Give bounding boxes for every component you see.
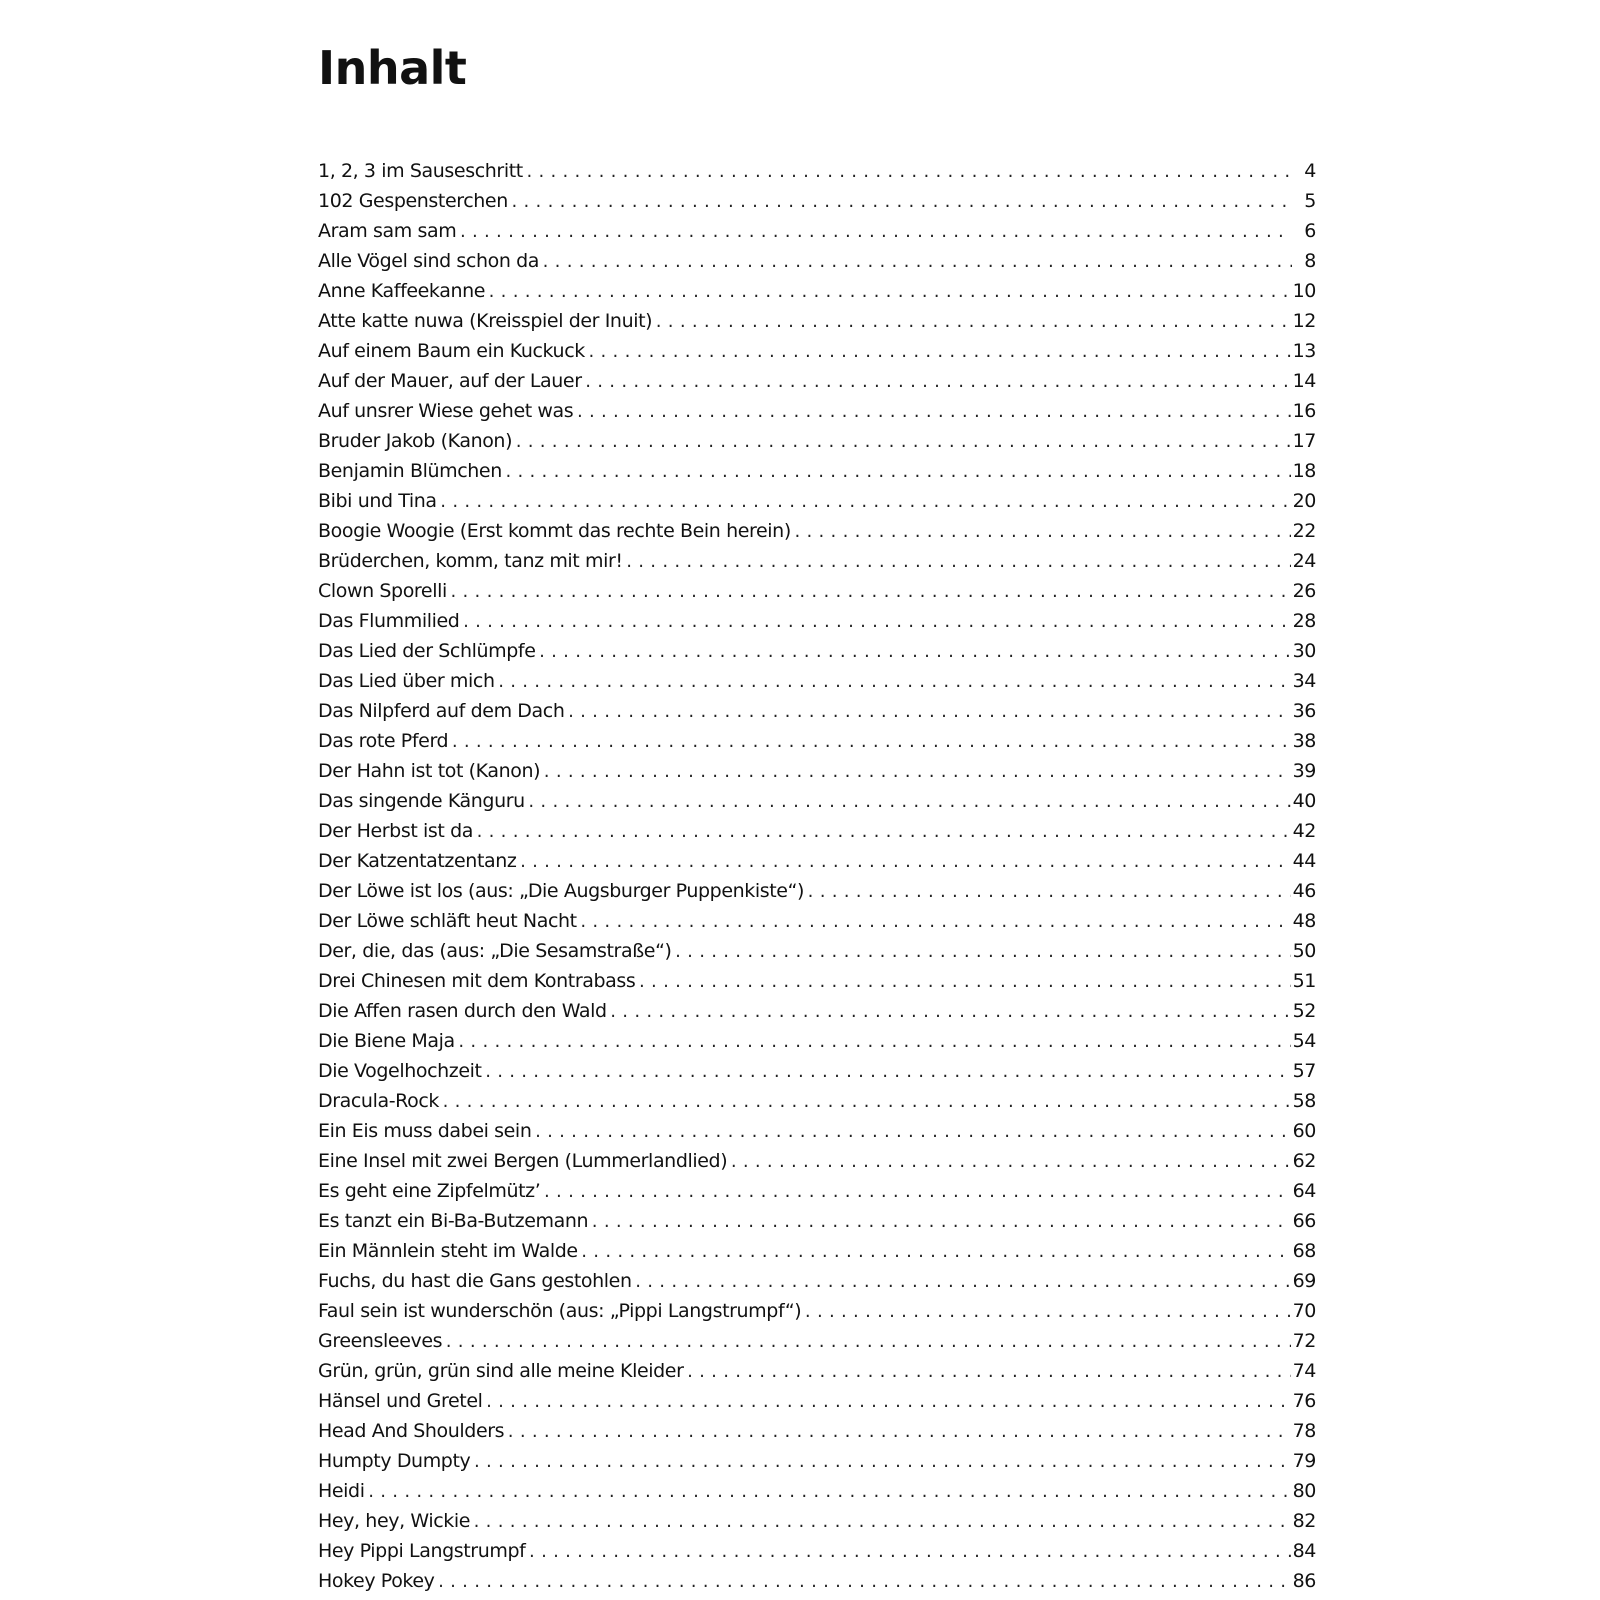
toc-entry-title: Der Löwe ist los (aus: „Die Augsburger Puppenkiste“) [318,880,805,902]
toc-entry [318,546,1316,576]
dot-leader [527,787,1291,817]
toc-entry [318,216,1316,246]
toc-entry [318,156,1316,186]
toc-entry-page-number: 58 [1292,1090,1316,1112]
toc-entry-page-number: 44 [1292,850,1316,872]
toc-entry-title: Hokey Pokey [318,1570,435,1592]
dot-leader [579,907,1291,937]
dot-leader [475,817,1291,847]
toc-entry-title: Der Herbst ist da [318,820,473,842]
toc-entry-page-number: 48 [1292,910,1316,932]
toc-entry-title: Die Biene Maja [318,1030,455,1052]
dot-leader [637,967,1290,997]
toc-entry [318,966,1316,996]
dot-leader [686,1357,1291,1387]
toc-entry-title: Humpty Dumpty [318,1450,471,1472]
toc-entry-title: Ein Eis muss dabei sein [318,1120,532,1142]
dot-leader [542,757,1290,787]
toc-entry-title: Alle Vögel sind schon da [318,250,540,272]
toc-entry-title: Boogie Woogie (Erst kommt das rechte Bein herein) [318,520,791,542]
toc-entry-page-number: 26 [1292,580,1316,602]
toc-entry-page-number: 38 [1292,730,1316,752]
dot-leader [625,547,1291,577]
dot-leader [609,997,1291,1027]
toc-entry [318,1326,1316,1356]
toc-entry-title: Auf der Mauer, auf der Lauer [318,370,582,392]
toc-entry-title: Greensleeves [318,1330,443,1352]
toc-entry-title: Heidi [318,1480,365,1502]
toc-entry-title: Dracula-Rock [318,1090,439,1112]
toc-entry [318,576,1316,606]
toc-entry [318,726,1316,756]
toc-entry [318,1086,1316,1116]
toc-entry-page-number: 6 [1304,220,1316,242]
toc-entry-page-number: 18 [1292,460,1316,482]
toc-entry [318,1476,1316,1506]
toc-entry [318,1266,1316,1296]
dot-leader [444,1327,1290,1357]
toc-entry-page-number: 64 [1292,1180,1316,1202]
dot-leader [518,847,1290,877]
page-title: Inhalt [318,41,467,95]
dot-leader [803,1297,1290,1327]
toc-entry [318,486,1316,516]
dot-leader [587,337,1291,367]
toc-entry-title: Fuchs, du hast die Gans gestohlen [318,1270,632,1292]
toc-entry-title: Bruder Jakob (Kanon) [318,430,513,452]
toc-entry-title: Das singende Känguru [318,790,525,812]
toc-entry-page-number: 12 [1292,310,1316,332]
toc-entry-title: Brüderchen, komm, tanz mit mir! [318,550,623,572]
toc-entry [318,666,1316,696]
toc-entry-title: Das Lied der Schlümpfe [318,640,536,662]
dot-leader [457,1027,1291,1057]
toc-entry [318,1566,1316,1596]
toc-entry-page-number: 17 [1292,430,1316,452]
toc-entry-page-number: 51 [1292,970,1316,992]
toc-entry-page-number: 4 [1304,160,1316,182]
dot-leader [461,607,1290,637]
toc-entry-page-number: 62 [1292,1150,1316,1172]
toc-entry-title: Es geht eine Zipfelmütz’ [318,1180,541,1202]
toc-entry [318,1056,1316,1086]
dot-leader [793,517,1291,547]
toc-entry [318,276,1316,306]
toc-entry [318,996,1316,1026]
toc-entry-title: Bibi und Tina [318,490,437,512]
dot-leader [527,1537,1290,1567]
toc-entry-title: Head And Shoulders [318,1420,505,1442]
toc-entry-page-number: 79 [1292,1450,1316,1472]
dot-leader [485,1387,1291,1417]
toc-entry-page-number: 46 [1292,880,1316,902]
toc-entry [318,1026,1316,1056]
toc-entry-page-number: 76 [1292,1390,1316,1412]
dot-leader [514,427,1291,457]
toc-entry-page-number: 20 [1292,490,1316,512]
toc-entry-title: Der Löwe schläft heut Nacht [318,910,577,932]
dot-leader [472,1447,1290,1477]
toc-entry-title: 102 Gespensterchen [318,190,508,212]
toc-entry [318,936,1316,966]
toc-entry [318,426,1316,456]
dot-leader [580,1237,1291,1267]
toc-entry [318,696,1316,726]
toc-entry-title: Drei Chinesen mit dem Kontrabass [318,970,636,992]
dot-leader [504,457,1291,487]
dot-leader [510,187,1292,217]
toc-entry-page-number: 69 [1292,1270,1316,1292]
toc-entry-page-number: 80 [1292,1480,1316,1502]
toc-entry [318,786,1316,816]
toc-entry-title: Anne Kaffeekanne [318,280,486,302]
toc-entry-title: Auf einem Baum ein Kuckuck [318,340,585,362]
toc-entry [318,636,1316,666]
toc-entry-page-number: 72 [1292,1330,1316,1352]
dot-leader [450,727,1290,757]
toc-entry-page-number: 24 [1292,550,1316,572]
toc-entry-title: Hey, hey, Wickie [318,1510,471,1532]
toc-entry-page-number: 82 [1292,1510,1316,1532]
toc-entry [318,1206,1316,1236]
toc-entry-title: Hey Pippi Langstrumpf [318,1540,526,1562]
toc-entry-page-number: 40 [1292,790,1316,812]
dot-leader [729,1147,1290,1177]
toc-entry [318,516,1316,546]
toc-entry [318,1446,1316,1476]
toc-entry [318,306,1316,336]
toc-entry-title: Der Katzentatzentanz [318,850,517,872]
dot-leader [575,397,1290,427]
toc-entry-page-number: 10 [1292,280,1316,302]
toc-entry-title: Das Lied über mich [318,670,495,692]
toc-entry-page-number: 8 [1304,250,1316,272]
toc-entry-page-number: 42 [1292,820,1316,842]
toc-entry [318,1416,1316,1446]
toc-entry [318,1356,1316,1386]
table-of-contents [318,156,1316,1596]
toc-entry-page-number: 54 [1292,1030,1316,1052]
toc-entry-title: Auf unsrer Wiese gehet was [318,400,574,422]
toc-entry-page-number: 66 [1292,1210,1316,1232]
toc-entry [318,1506,1316,1536]
toc-entry-page-number: 30 [1292,640,1316,662]
toc-entry-page-number: 16 [1292,400,1316,422]
toc-entry [318,1116,1316,1146]
toc-entry [318,906,1316,936]
toc-entry [318,1386,1316,1416]
toc-entry [318,366,1316,396]
dot-leader [584,367,1291,397]
toc-entry [318,816,1316,846]
toc-entry-title: Die Affen rasen durch den Wald [318,1000,607,1022]
dot-leader [541,247,1292,277]
dot-leader [439,487,1291,517]
toc-entry [318,756,1316,786]
toc-entry [318,606,1316,636]
toc-entry-title: Es tanzt ein Bi-Ba-Butzemann [318,1210,589,1232]
dot-leader [654,307,1290,337]
toc-entry-title: Clown Sporelli [318,580,447,602]
toc-entry-title: Benjamin Blümchen [318,460,502,482]
toc-entry-title: Ein Männlein steht im Walde [318,1240,578,1262]
toc-entry-title: Atte katte nuwa (Kreisspiel der Inuit) [318,310,653,332]
toc-entry-page-number: 57 [1292,1060,1316,1082]
dot-leader [506,1417,1290,1447]
dot-leader [537,637,1290,667]
toc-entry-page-number: 13 [1292,340,1316,362]
toc-entry-title: Die Vogelhochzeit [318,1060,482,1082]
toc-entry-page-number: 84 [1292,1540,1316,1562]
toc-entry-page-number: 34 [1292,670,1316,692]
toc-entry [318,246,1316,276]
dot-leader [533,1117,1290,1147]
toc-entry-page-number: 86 [1292,1570,1316,1592]
toc-entry [318,186,1316,216]
dot-leader [487,277,1291,307]
dot-leader [497,667,1291,697]
document-page [318,0,1316,1600]
toc-entry-title: Der, die, das (aus: „Die Sesamstraße“) [318,940,672,962]
toc-entry-title: Grün, grün, grün sind alle meine Kleider [318,1360,684,1382]
toc-entry-title: Aram sam sam [318,220,457,242]
toc-entry-page-number: 5 [1304,190,1316,212]
toc-entry-title: Das Flummilied [318,610,460,632]
dot-leader [542,1177,1290,1207]
dot-leader [590,1207,1290,1237]
toc-entry-page-number: 60 [1292,1120,1316,1142]
toc-entry [318,396,1316,426]
toc-entry-title: Der Hahn ist tot (Kanon) [318,760,541,782]
toc-entry-title: 1, 2, 3 im Sauseschritt [318,160,523,182]
dot-leader [634,1267,1291,1297]
toc-entry [318,876,1316,906]
dot-leader [458,217,1292,247]
toc-entry-page-number: 74 [1292,1360,1316,1382]
toc-entry-page-number: 22 [1292,520,1316,542]
toc-entry-title: Eine Insel mit zwei Bergen (Lummerlandlied) [318,1150,728,1172]
toc-entry [318,336,1316,366]
toc-entry-title: Hänsel und Gretel [318,1390,483,1412]
dot-leader [436,1567,1290,1597]
toc-entry-title: Das Nilpferd auf dem Dach [318,700,565,722]
toc-entry [318,846,1316,876]
dot-leader [525,157,1292,187]
toc-entry-page-number: 50 [1292,940,1316,962]
toc-entry-title: Faul sein ist wunderschön (aus: „Pippi Langstrumpf“) [318,1300,802,1322]
toc-entry-page-number: 70 [1292,1300,1316,1322]
toc-entry [318,1176,1316,1206]
toc-entry [318,1296,1316,1326]
dot-leader [472,1507,1291,1537]
dot-leader [806,877,1291,907]
dot-leader [367,1477,1291,1507]
toc-entry-page-number: 78 [1292,1420,1316,1442]
dot-leader [566,697,1290,727]
dot-leader [674,937,1291,967]
toc-entry-page-number: 14 [1292,370,1316,392]
toc-entry [318,1236,1316,1266]
dot-leader [441,1087,1291,1117]
toc-entry-page-number: 68 [1292,1240,1316,1262]
toc-entry-page-number: 28 [1292,610,1316,632]
dot-leader [484,1057,1291,1087]
toc-entry [318,456,1316,486]
dot-leader [449,577,1291,607]
toc-entry [318,1536,1316,1566]
toc-entry [318,1146,1316,1176]
toc-entry-page-number: 36 [1292,700,1316,722]
toc-entry-title: Das rote Pferd [318,730,449,752]
toc-entry-page-number: 39 [1292,760,1316,782]
toc-entry-page-number: 52 [1292,1000,1316,1022]
